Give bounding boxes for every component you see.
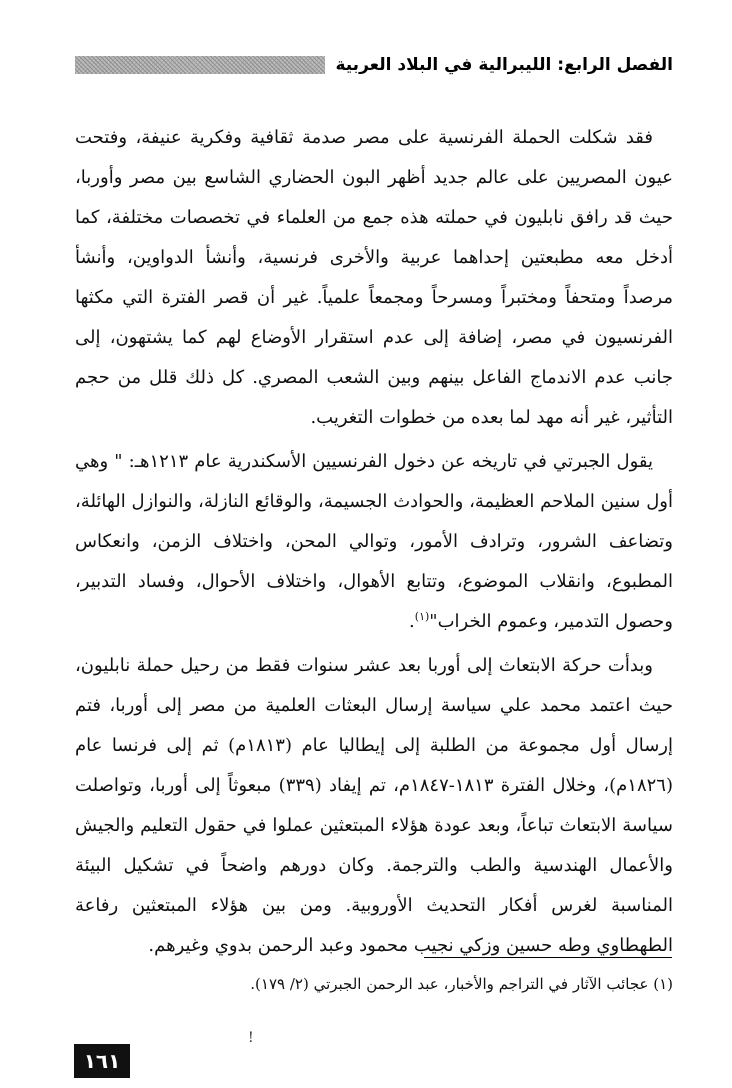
paragraph-2 [75,442,673,642]
paragraph-2-text: يقول الجبرتي في تاريخه عن دخول الفرنسيين الأسكندرية عام ١٢١٣هـ: " وهي أول سنين الملاحم العظيمة، والحوادث الجسيمة، والوقائع النازلة، والنوازل الهائلة، وتضاعف الشرور، وترادف الأمور، وتوالي المحن، واختلاف الزمن، وانعكاس المطبوع، وانقلاب الموضوع، وتتابع الأهوال، واختلاف الأحوال، وفساد التدبير، وحصول التدمير، وعموم الخراب" [75,451,673,632]
header-pattern-bar [75,56,325,74]
footnote: (١) عجائب الآثار في التراجم والأخبار، عبد الرحمن الجبرتي (٢/ ١٧٩). [250,975,673,993]
paragraph-2-end: . [409,611,415,632]
footnote-divider [424,957,672,958]
running-header [75,52,673,78]
footnote-reference: (١) [414,610,430,623]
stray-mark: ! [248,1030,254,1046]
main-text [75,118,673,966]
page-number: ١٦١ [74,1044,130,1078]
chapter-title: الفصل الرابع: الليبرالية في البلاد العربية [335,55,673,75]
paragraph-3: وبدأت حركة الابتعاث إلى أوربا بعد عشر سنوات فقط من رحيل حملة نابليون، حيث اعتمد محمد علي سياسة إرسال البعثات العلمية من مصر إلى أوربا، فتم إرسال أول مجموعة من الطلبة إلى إيطاليا عام (١٨١٣م) ثم إلى فرنسا عام (١٨٢٦م)، وخلال الفترة ١٨١٣-١٨٤٧م، تم إيفاد (٣٣٩) مبعوثاً إلى أوربا، وتواصلت سياسة الابتعاث تباعاً، وبعد عودة هؤلاء المبتعثين عملوا في حقول التعليم والجيش والأعمال الهندسية والطب والترجمة. وكان دورهم واضحاً في تشكيل البيئة المناسبة لغرس أفكار التحديث الأوروبية. ومن بين هؤلاء المبتعثين رفاعة الطهطاوي وطه حسين وزكي نجيب محمود وعبد الرحمن بدوي وغيرهم. [75,655,673,956]
paragraph-1: فقد شكلت الحملة الفرنسية على مصر صدمة ثقافية وفكرية عنيفة، وفتحت عيون المصريين على عالم جديد أظهر البون الحضاري الشاسع بين مصر وأوربا، حيث قد رافق نابليون في حملته هذه جمع من العلماء في تخصصات مختلفة، كما أدخل معه مطبعتين إحداهما عربية والأخرى فرنسية، وأنشأ الدواوين، وأنشأ مرصداً ومتحفاً ومختبراً ومسرحاً ومجمعاً علمياً. غير أن قصر الفترة التي مكثها الفرنسيون في مصر، إضافة إلى عدم استقرار الأوضاع لهم كما يشتهون، إلى جانب عدم الاندماج الفاعل بينهم وبين الشعب المصري. كل ذلك قلل من حجم التأثير، غير أنه مهد لما بعده من خطوات التغريب. [75,127,673,428]
